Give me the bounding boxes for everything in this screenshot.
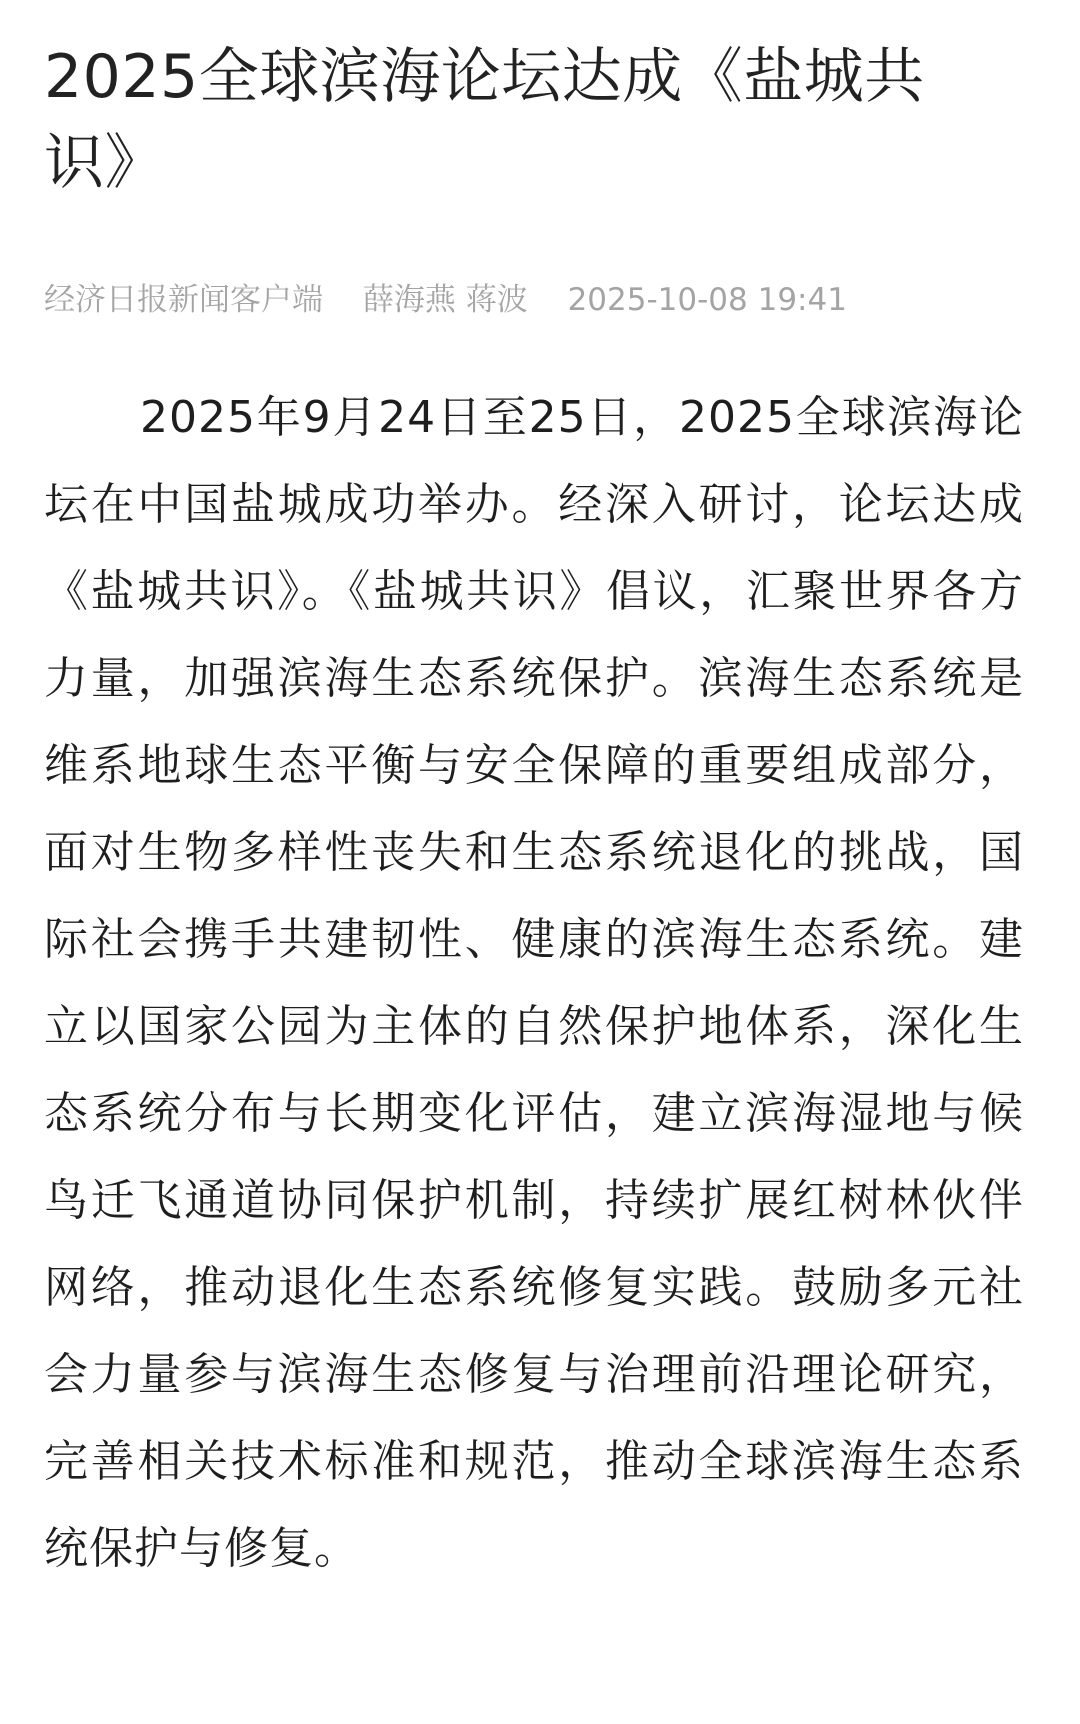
article: [44, 34, 1036, 1636]
article-meta: [44, 280, 1036, 320]
article-body: 2025年9月24日至25日，2025全球滨海论坛在中国盐城成功举办。经深入研讨，论坛达成《盐城共识》。《盐城共识》倡议，汇聚世界各方力量，加强滨海生态系统保护。滨海生态系统是维系地球生态平衡与安全保障的重要组成部分，面对生物多样性丧失和生态系统退化的挑战，国际社会携手共建韧性、健康的滨海生态系统。建立以国家公园为主体的自然保护地体系，深化生态系统分布与长期变化评估，建立滨海湿地与候鸟迁飞通道协同保护机制，持续扩展红树林伙伴网络，推动退化生态系统修复实践。鼓励多元社会力量参与滨海生态修复与治理前沿理论研究，完善相关技术标准和规范，推动全球滨海生态系统保护与修复。: [44, 392, 1024, 1574]
article-authors: 薛海燕 蒋波: [362, 282, 528, 318]
article-source: 经济日报新闻客户端: [44, 282, 323, 318]
article-datetime: 2025-10-08 19:41: [567, 282, 847, 318]
article-title: 2025全球滨海论坛达成《盐城共识》: [44, 42, 925, 198]
